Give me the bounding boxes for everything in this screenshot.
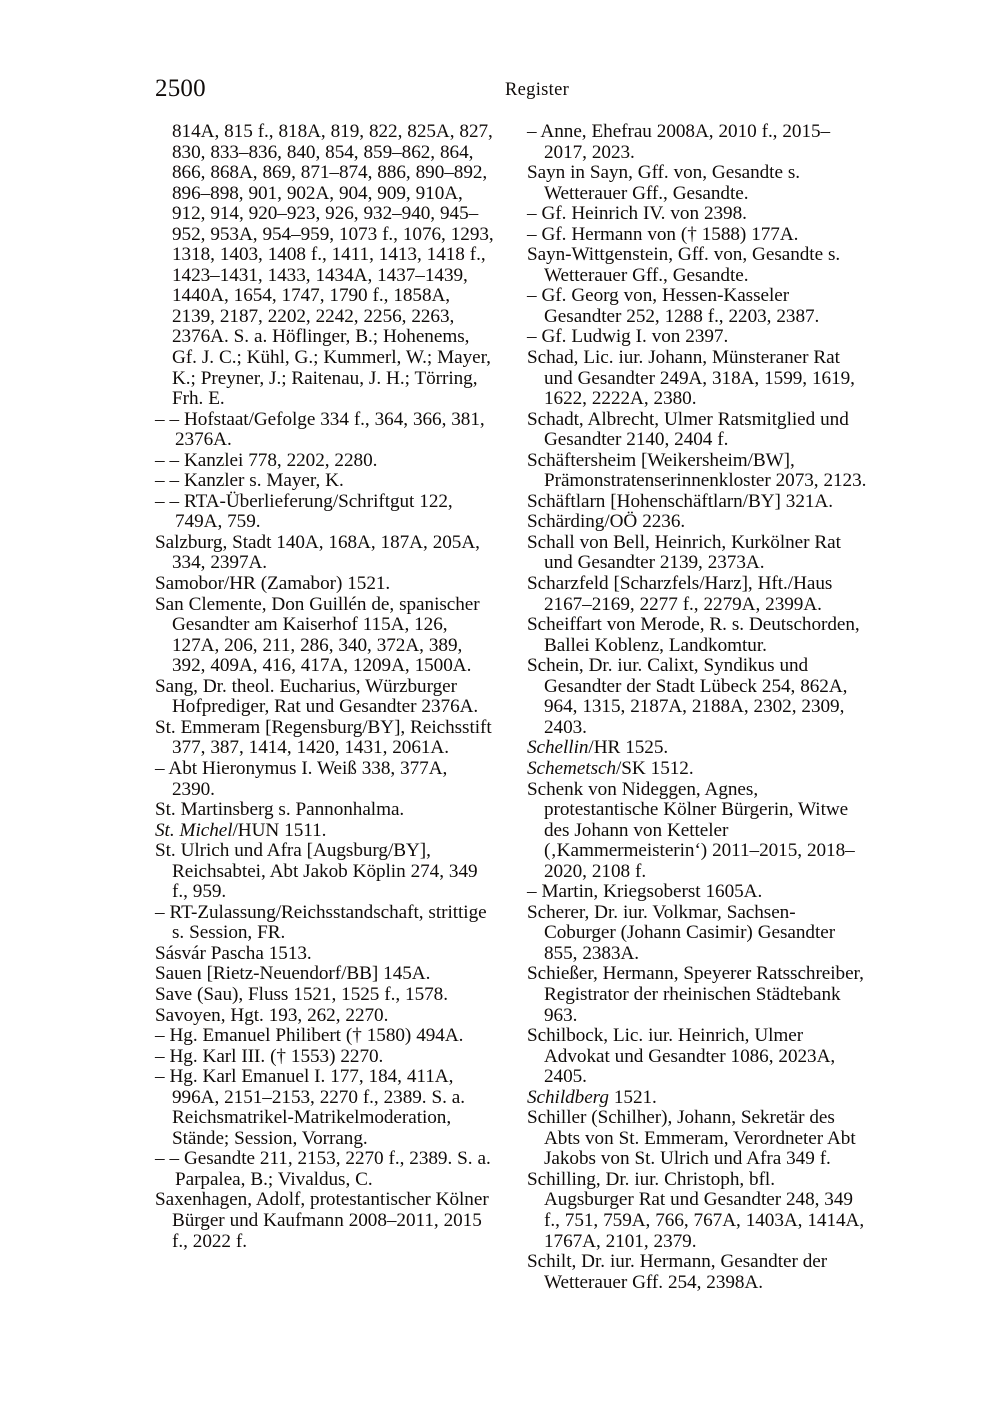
index-entry: Scherer, Dr. iur. Volkmar, Sachsen-Coburger (Johann Casimir) Gesandter 855, 2383A. xyxy=(527,901,836,964)
index-entry: Schilling, Dr. iur. Christoph, bfl. Augsburger Rat und Gesandter 248, 349 f., 751, 759A, 766, 767A, 1403A, 1414A, 1767A, 2101, 2379. xyxy=(527,1168,865,1252)
index-entry: Schiller (Schilher), Johann, Sekretär des Abts von St. Emmeram, Verordneter Abt Jakobs von St. Ulrich und Afra 349 f. xyxy=(527,1107,856,1170)
index-entry: Sásvár Pascha 1513. xyxy=(155,942,312,964)
index-entry: St. Michel/HUN 1511. xyxy=(155,819,327,841)
index-entry: Save (Sau), Fluss 1521, 1525 f., 1578. xyxy=(155,983,448,1005)
index-entry: Schadt, Albrecht, Ulmer Ratsmitglied und Gesandter 2140, 2404 f. xyxy=(527,408,849,451)
index-entry: – – Kanzlei 778, 2202, 2280. xyxy=(155,449,378,471)
index-entry: Schilt, Dr. iur. Hermann, Gesandter der Wetterauer Gff. 254, 2398A. xyxy=(527,1251,828,1293)
index-entry: Schildberg 1521. xyxy=(527,1086,657,1108)
index-entry: – – RTA-Überlieferung/Schriftgut 122, 749A, 759. xyxy=(155,490,453,533)
index-entry: – – Hofstaat/Gefolge 334 f., 364, 366, 381, 2376A. xyxy=(155,408,485,451)
index-entry: Schilbock, Lic. iur. Heinrich, Ulmer Advokat und Gesandter 1086, 2023A, 2405. xyxy=(527,1025,836,1088)
index-entry: Savoyen, Hgt. 193, 262, 2270. xyxy=(155,1004,389,1026)
index-entry: Schießer, Hermann, Speyerer Ratsschreiber, Registrator der rheinischen Städtebank 963. xyxy=(527,963,864,1026)
index-entry: – Anne, Ehefrau 2008A, 2010 f., 2015–2017, 2023. xyxy=(527,121,831,163)
index-entry: – Hg. Karl III. († 1553) 2270. xyxy=(155,1045,384,1067)
index-entry: – Gf. Hermann von († 1588) 177A. xyxy=(527,223,799,245)
index-entry: Schärding/OÖ 2236. xyxy=(527,511,686,533)
index-entry: Schein, Dr. iur. Calixt, Syndikus und Gesandter der Stadt Lübeck 254, 862A, 964, 1315, 2187A, 2188A, 2302, 2309, 2403. xyxy=(527,655,848,738)
index-entry: Schellin/HR 1525. xyxy=(527,737,669,759)
index-entry: St. Martinsberg s. Pannonhalma. xyxy=(155,799,405,821)
running-title: Register xyxy=(505,80,570,100)
index-entry: St. Ulrich und Afra [Augsburg/BY], Reichsabtei, Abt Jakob Köplin 274, 349 f., 959. xyxy=(155,840,478,903)
running-head xyxy=(155,76,855,102)
index-entry: – Abt Hieronymus I. Weiß 338, 377A, 2390. xyxy=(155,757,448,800)
index-entry: Scheiffart von Merode, R. s. Deutschorden, Ballei Koblenz, Landkomtur. xyxy=(527,614,860,656)
index-entry: St. Emmeram [Regensburg/BY], Reichsstift 377, 387, 1414, 1420, 1431, 2061A. xyxy=(155,716,492,759)
index-entry: Scharzfeld [Scharzfels/Harz], Hft./Haus 2167–2169, 2277 f., 2279A, 2399A. xyxy=(527,573,833,615)
page-number: 2500 xyxy=(155,75,206,102)
index-entry: – Gf. Ludwig I. von 2397. xyxy=(527,326,729,348)
index-entry: – Hg. Karl Emanuel I. 177, 184, 411A, 996A, 2151–2153, 2270 f., 2389. S. a. Reichsmatrikel-Matrikelmoderation, Stände; Session, Vorrang. xyxy=(155,1066,466,1149)
index-entry: – Martin, Kriegsoberst 1605A. xyxy=(527,881,763,903)
index-entry: Schad, Lic. iur. Johann, Münsteraner Rat und Gesandter 249A, 318A, 1599, 1619, 1622, 2222A, 2380. xyxy=(527,347,855,410)
index-entry: Salzburg, Stadt 140A, 168A, 187A, 205A, 334, 2397A. xyxy=(155,531,480,574)
index-entry: San Clemente, Don Guillén de, spanischer Gesandter am Kaiserhof 115A, 126, 127A, 206, 211, 286, 340, 372A, 389, 392, 409A, 416, 417A, 1209A, 1500A. xyxy=(155,593,480,677)
index-entry: Sayn-Wittgenstein, Gff. von, Gesandte s. Wetterauer Gff., Gesandte. xyxy=(527,244,841,286)
index-entry: – Gf. Heinrich IV. von 2398. xyxy=(527,203,747,225)
right-column xyxy=(527,122,867,1293)
index-entry: – – Gesandte 211, 2153, 2270 f., 2389. S. a. Parpalea, B.; Vivaldus, C. xyxy=(155,1148,491,1190)
index-entry: – – Kanzler s. Mayer, K. xyxy=(155,470,344,492)
index-entry: Sang, Dr. theol. Eucharius, Würzburger Hofprediger, Rat und Gesandter 2376A. xyxy=(155,675,479,718)
index-entry: Sayn in Sayn, Gff. von, Gesandte s. Wetterauer Gff., Gesandte. xyxy=(527,162,801,204)
index-entry: Schemetsch/SK 1512. xyxy=(527,757,694,779)
index-entry: Schäftersheim [Weikersheim/BW], Prämonstratenserinnenkloster 2073, 2123. xyxy=(527,449,867,492)
index-entry: Samobor/HR (Zamabor) 1521. xyxy=(155,573,391,595)
index-entry: Saxenhagen, Adolf, protestantischer Kölner Bürger und Kaufmann 2008–2011, 2015 f., 2022 f. xyxy=(155,1189,489,1252)
index-entry: Schäftlarn [Hohenschäftlarn/BY] 321A. xyxy=(527,490,833,512)
index-entry: – Gf. Georg von, Hessen-Kasseler Gesandter 252, 1288 f., 2203, 2387. xyxy=(527,285,820,327)
left-column xyxy=(155,122,495,1293)
index-entry: – Hg. Emanuel Philibert († 1580) 494A. xyxy=(155,1025,464,1047)
index-entry: Schall von Bell, Heinrich, Kurkölner Rat und Gesandter 2139, 2373A. xyxy=(527,531,841,574)
index-entry: Schenk von Nideggen, Agnes, protestantische Kölner Bürgerin, Witwe des Johann von Ketteler (‚Kammermeisterin‘) 2011–2015, 2018–2020, 2108 f. xyxy=(527,778,855,882)
index-entry: 814A, 815 f., 818A, 819, 822, 825A, 827, 830, 833–836, 840, 854, 859–862, 864, 866, 868A, 869, 871–874, 886, 890–892, 896–898, 901, 902A, 904, 909, 910A, 912, 914, 920–923, 926, 932–940, 945–952, 953A, 954–959, 1073 f., 1076, 1293, 1318, 1403, 1408 f., 1411, 1413, 1418 f., 1423–1431, 1433, 1434A, 1437–1439, 1440A, 1654, 1747, 1790 f., 1858A, 2139, 2187, 2202, 2242, 2256, 2263, 2376A. S. a. Höflinger, B.; Hohenems, Gf. J. C.; Kühl, G.; Kummerl, W.; Mayer, K.; Preyner, J.; Raitenau, J. H.; Törring, Frh. E. xyxy=(172,121,494,410)
index-entry: Sauen [Rietz-Neuendorf/BB] 145A. xyxy=(155,963,431,985)
index-entry: – RT-Zulassung/Reichsstandschaft, strittige s. Session, FR. xyxy=(155,901,487,944)
index-columns xyxy=(155,122,867,1293)
